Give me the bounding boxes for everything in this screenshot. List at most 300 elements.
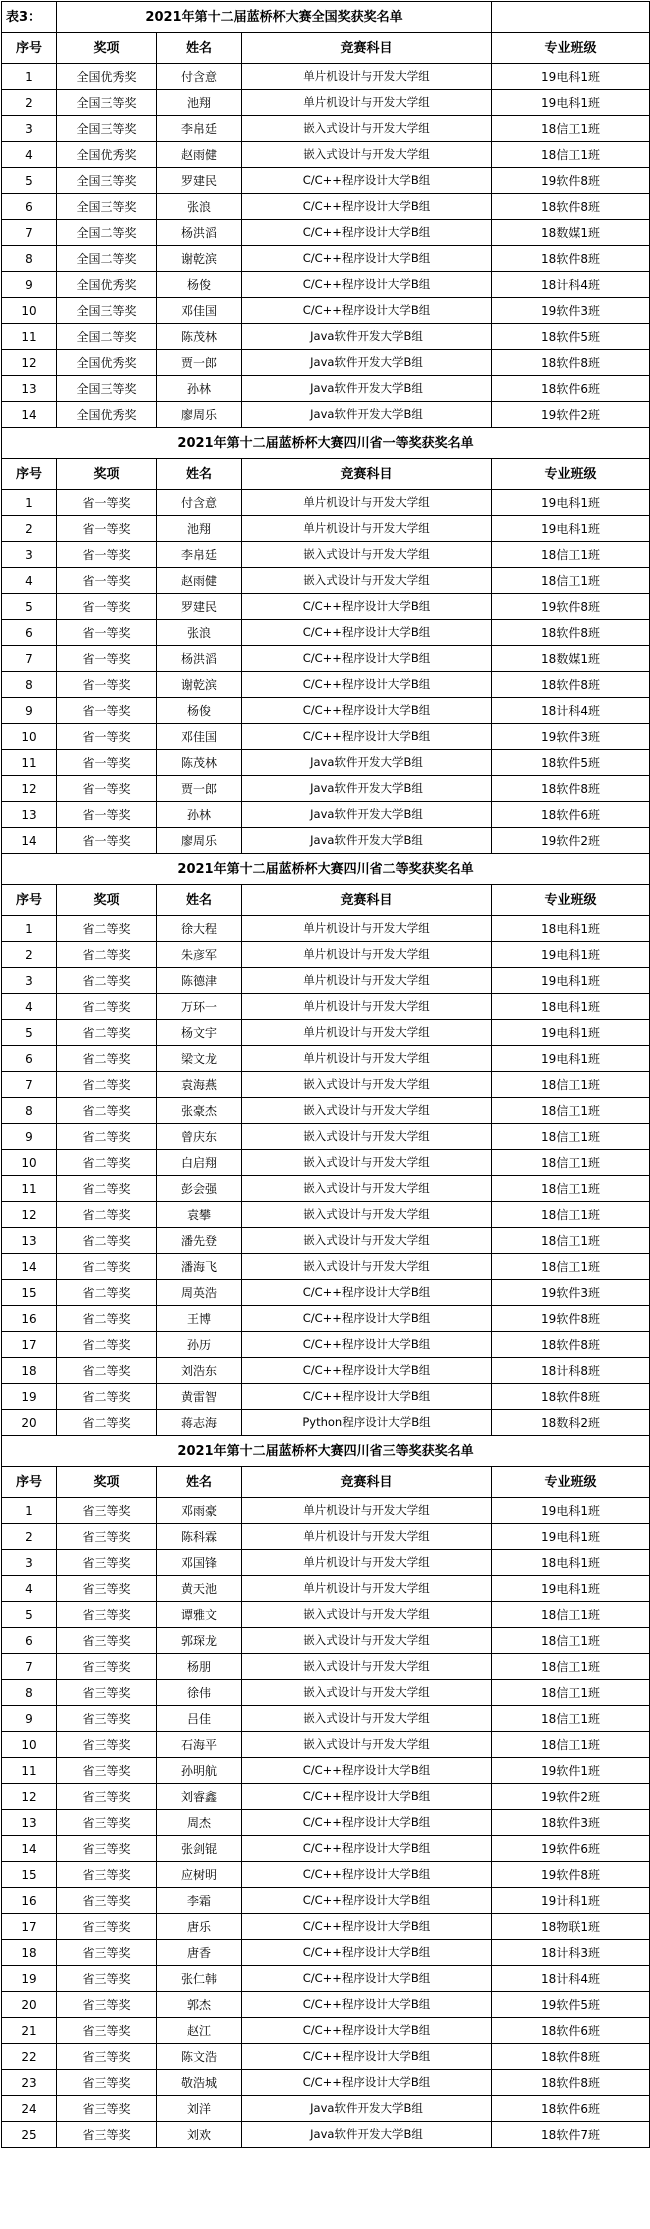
cell-class: 18软件8班 <box>492 246 650 272</box>
cell-award: 省二等奖 <box>57 1150 157 1176</box>
cell-award: 省三等奖 <box>57 1706 157 1732</box>
cell-award: 省三等奖 <box>57 2122 157 2148</box>
cell-subject: 单片机设计与开发大学组 <box>242 1550 492 1576</box>
cell-name: 杨洪滔 <box>157 220 242 246</box>
cell-class: 18信工1班 <box>492 1732 650 1758</box>
cell-no: 11 <box>2 1176 57 1202</box>
table-row <box>2 350 650 376</box>
cell-subject: 单片机设计与开发大学组 <box>242 916 492 942</box>
table-row <box>2 194 650 220</box>
cell-subject: Java软件开发大学B组 <box>242 828 492 854</box>
cell-class: 18信工1班 <box>492 568 650 594</box>
cell-subject: 嵌入式设计与开发大学组 <box>242 1680 492 1706</box>
table-row <box>2 116 650 142</box>
cell-class: 19电科1班 <box>492 1524 650 1550</box>
cell-award: 省三等奖 <box>57 1732 157 1758</box>
cell-subject: 嵌入式设计与开发大学组 <box>242 542 492 568</box>
cell-no: 1 <box>2 490 57 516</box>
cell-subject: C/C++程序设计大学B组 <box>242 1358 492 1384</box>
cell-class: 18信工1班 <box>492 1124 650 1150</box>
cell-award: 省二等奖 <box>57 1410 157 1436</box>
award-table-body <box>2 2 650 2148</box>
cell-name: 徐大程 <box>157 916 242 942</box>
cell-class: 18软件5班 <box>492 750 650 776</box>
cell-name: 陈茂林 <box>157 324 242 350</box>
cell-award: 全国优秀奖 <box>57 142 157 168</box>
table-row <box>2 1706 650 1732</box>
cell-no: 2 <box>2 90 57 116</box>
cell-class: 18软件6班 <box>492 376 650 402</box>
cell-subject: 单片机设计与开发大学组 <box>242 1020 492 1046</box>
cell-name: 孙明航 <box>157 1758 242 1784</box>
cell-class: 18数科2班 <box>492 1410 650 1436</box>
cell-name: 谭雅文 <box>157 1602 242 1628</box>
cell-no: 12 <box>2 350 57 376</box>
cell-class: 19电科1班 <box>492 64 650 90</box>
header-award: 奖项 <box>57 1467 157 1498</box>
header-award: 奖项 <box>57 885 157 916</box>
cell-name: 陈德津 <box>157 968 242 994</box>
cell-subject: 单片机设计与开发大学组 <box>242 942 492 968</box>
cell-class: 18计科4班 <box>492 1966 650 1992</box>
table-row <box>2 1654 650 1680</box>
cell-award: 省二等奖 <box>57 1280 157 1306</box>
cell-class: 18电科1班 <box>492 1550 650 1576</box>
cell-subject: 嵌入式设计与开发大学组 <box>242 568 492 594</box>
table-row <box>2 2044 650 2070</box>
table-row <box>2 1836 650 1862</box>
cell-name: 万环一 <box>157 994 242 1020</box>
cell-name: 白启翔 <box>157 1150 242 1176</box>
cell-class: 19电科1班 <box>492 942 650 968</box>
cell-award: 全国优秀奖 <box>57 402 157 428</box>
cell-no: 20 <box>2 1992 57 2018</box>
cell-subject: Java软件开发大学B组 <box>242 402 492 428</box>
cell-class: 18软件3班 <box>492 1810 650 1836</box>
cell-award: 省二等奖 <box>57 968 157 994</box>
cell-subject: C/C++程序设计大学B组 <box>242 168 492 194</box>
header-class: 专业班级 <box>492 459 650 490</box>
header-subject: 竞赛科目 <box>242 1467 492 1498</box>
cell-class: 18软件8班 <box>492 1332 650 1358</box>
cell-no: 3 <box>2 116 57 142</box>
cell-class: 18信工1班 <box>492 1602 650 1628</box>
cell-name: 潘先登 <box>157 1228 242 1254</box>
cell-name: 刘睿鑫 <box>157 1784 242 1810</box>
header-no: 序号 <box>2 885 57 916</box>
header-name: 姓名 <box>157 1467 242 1498</box>
cell-award: 全国二等奖 <box>57 246 157 272</box>
cell-no: 3 <box>2 1550 57 1576</box>
cell-class: 18信工1班 <box>492 1098 650 1124</box>
cell-subject: C/C++程序设计大学B组 <box>242 1306 492 1332</box>
cell-no: 12 <box>2 1202 57 1228</box>
cell-award: 全国优秀奖 <box>57 350 157 376</box>
table-row <box>2 220 650 246</box>
cell-name: 杨俊 <box>157 272 242 298</box>
cell-no: 6 <box>2 194 57 220</box>
cell-no: 17 <box>2 1914 57 1940</box>
cell-name: 邓佳国 <box>157 298 242 324</box>
cell-no: 11 <box>2 1758 57 1784</box>
cell-class: 18信工1班 <box>492 1228 650 1254</box>
cell-name: 潘海飞 <box>157 1254 242 1280</box>
cell-class: 19电科1班 <box>492 1498 650 1524</box>
cell-no: 7 <box>2 1654 57 1680</box>
cell-name: 邓佳国 <box>157 724 242 750</box>
cell-no: 20 <box>2 1410 57 1436</box>
table-row <box>2 1020 650 1046</box>
cell-award: 省二等奖 <box>57 1046 157 1072</box>
section-title-row <box>2 428 650 459</box>
cell-name: 贾一郎 <box>157 350 242 376</box>
cell-subject: 嵌入式设计与开发大学组 <box>242 1602 492 1628</box>
cell-subject: C/C++程序设计大学B组 <box>242 620 492 646</box>
cell-no: 14 <box>2 402 57 428</box>
cell-class: 18计科4班 <box>492 272 650 298</box>
table-row <box>2 1628 650 1654</box>
cell-no: 8 <box>2 1680 57 1706</box>
table-row <box>2 1758 650 1784</box>
cell-name: 陈科霖 <box>157 1524 242 1550</box>
cell-no: 13 <box>2 1228 57 1254</box>
cell-subject: C/C++程序设计大学B组 <box>242 1758 492 1784</box>
cell-subject: Java软件开发大学B组 <box>242 776 492 802</box>
cell-subject: C/C++程序设计大学B组 <box>242 1966 492 1992</box>
cell-class: 19软件5班 <box>492 1992 650 2018</box>
cell-no: 7 <box>2 220 57 246</box>
cell-subject: 嵌入式设计与开发大学组 <box>242 1254 492 1280</box>
cell-subject: 嵌入式设计与开发大学组 <box>242 116 492 142</box>
cell-award: 省三等奖 <box>57 1992 157 2018</box>
cell-award: 省二等奖 <box>57 942 157 968</box>
cell-subject: 嵌入式设计与开发大学组 <box>242 1150 492 1176</box>
cell-class: 19电科1班 <box>492 1046 650 1072</box>
cell-award: 省一等奖 <box>57 542 157 568</box>
cell-subject: Java软件开发大学B组 <box>242 376 492 402</box>
cell-subject: C/C++程序设计大学B组 <box>242 2018 492 2044</box>
table-row <box>2 402 650 428</box>
cell-class: 19软件2班 <box>492 1784 650 1810</box>
cell-no: 10 <box>2 298 57 324</box>
table-row <box>2 1602 650 1628</box>
header-no: 序号 <box>2 1467 57 1498</box>
cell-award: 省三等奖 <box>57 2070 157 2096</box>
cell-name: 邓国锋 <box>157 1550 242 1576</box>
cell-award: 省三等奖 <box>57 1524 157 1550</box>
cell-subject: 单片机设计与开发大学组 <box>242 64 492 90</box>
cell-name: 王博 <box>157 1306 242 1332</box>
table-row <box>2 1498 650 1524</box>
cell-name: 吕佳 <box>157 1706 242 1732</box>
section-title: 2021年第十二届蓝桥杯大赛四川省二等奖获奖名单 <box>2 854 650 885</box>
cell-award: 全国三等奖 <box>57 298 157 324</box>
table-row <box>2 1280 650 1306</box>
cell-name: 赵雨健 <box>157 568 242 594</box>
cell-name: 杨文宇 <box>157 1020 242 1046</box>
cell-name: 贾一郎 <box>157 776 242 802</box>
cell-no: 7 <box>2 1072 57 1098</box>
cell-award: 省一等奖 <box>57 802 157 828</box>
cell-award: 全国优秀奖 <box>57 64 157 90</box>
cell-no: 16 <box>2 1306 57 1332</box>
cell-class: 18软件8班 <box>492 672 650 698</box>
header-row <box>2 885 650 916</box>
cell-class: 18数媒1班 <box>492 220 650 246</box>
cell-class: 19电科1班 <box>492 1020 650 1046</box>
cell-class: 18信工1班 <box>492 1254 650 1280</box>
cell-subject: 嵌入式设计与开发大学组 <box>242 1072 492 1098</box>
cell-name: 郭杰 <box>157 1992 242 2018</box>
cell-class: 19软件3班 <box>492 298 650 324</box>
cell-award: 省二等奖 <box>57 916 157 942</box>
cell-no: 9 <box>2 698 57 724</box>
cell-no: 3 <box>2 968 57 994</box>
cell-class: 19计科1班 <box>492 1888 650 1914</box>
cell-class: 18软件6班 <box>492 2018 650 2044</box>
cell-name: 张仁韩 <box>157 1966 242 1992</box>
cell-no: 13 <box>2 1810 57 1836</box>
cell-class: 19软件8班 <box>492 594 650 620</box>
cell-name: 陈文浩 <box>157 2044 242 2070</box>
cell-class: 18物联1班 <box>492 1914 650 1940</box>
cell-class: 19电科1班 <box>492 90 650 116</box>
cell-name: 付含意 <box>157 64 242 90</box>
cell-subject: C/C++程序设计大学B组 <box>242 724 492 750</box>
cell-subject: 单片机设计与开发大学组 <box>242 90 492 116</box>
cell-class: 18软件7班 <box>492 2122 650 2148</box>
cell-name: 谢乾滨 <box>157 672 242 698</box>
cell-name: 孙历 <box>157 1332 242 1358</box>
cell-name: 廖周乐 <box>157 402 242 428</box>
cell-class: 18电科1班 <box>492 994 650 1020</box>
cell-no: 15 <box>2 1280 57 1306</box>
cell-subject: 单片机设计与开发大学组 <box>242 516 492 542</box>
cell-subject: Java软件开发大学B组 <box>242 802 492 828</box>
cell-class: 19电科1班 <box>492 516 650 542</box>
cell-subject: 嵌入式设计与开发大学组 <box>242 1176 492 1202</box>
cell-subject: 嵌入式设计与开发大学组 <box>242 142 492 168</box>
cell-subject: Java软件开发大学B组 <box>242 2096 492 2122</box>
cell-name: 袁海燕 <box>157 1072 242 1098</box>
cell-no: 10 <box>2 1732 57 1758</box>
cell-award: 省二等奖 <box>57 1202 157 1228</box>
cell-subject: C/C++程序设计大学B组 <box>242 194 492 220</box>
cell-subject: C/C++程序设计大学B组 <box>242 1280 492 1306</box>
cell-no: 16 <box>2 1888 57 1914</box>
cell-subject: Java软件开发大学B组 <box>242 2122 492 2148</box>
table-row <box>2 1680 650 1706</box>
cell-name: 池翔 <box>157 90 242 116</box>
table-row <box>2 1940 650 1966</box>
cell-class: 18软件8班 <box>492 2070 650 2096</box>
cell-name: 黄天池 <box>157 1576 242 1602</box>
cell-name: 刘洋 <box>157 2096 242 2122</box>
cell-subject: 嵌入式设计与开发大学组 <box>242 1732 492 1758</box>
cell-subject: 单片机设计与开发大学组 <box>242 1524 492 1550</box>
cell-subject: C/C++程序设计大学B组 <box>242 1810 492 1836</box>
table-row <box>2 516 650 542</box>
header-subject: 竞赛科目 <box>242 459 492 490</box>
section-title-row <box>2 1436 650 1467</box>
cell-no: 1 <box>2 1498 57 1524</box>
table-row <box>2 1072 650 1098</box>
cell-award: 全国二等奖 <box>57 324 157 350</box>
cell-subject: C/C++程序设计大学B组 <box>242 1332 492 1358</box>
cell-subject: C/C++程序设计大学B组 <box>242 646 492 672</box>
cell-award: 省三等奖 <box>57 2044 157 2070</box>
cell-no: 6 <box>2 620 57 646</box>
cell-class: 18计科8班 <box>492 1358 650 1384</box>
cell-award: 省三等奖 <box>57 2018 157 2044</box>
cell-no: 12 <box>2 776 57 802</box>
cell-name: 张剑锟 <box>157 1836 242 1862</box>
cell-class: 18信工1班 <box>492 1150 650 1176</box>
section-title: 2021年第十二届蓝桥杯大赛四川省一等奖获奖名单 <box>2 428 650 459</box>
cell-class: 18软件6班 <box>492 2096 650 2122</box>
cell-class: 18软件8班 <box>492 194 650 220</box>
cell-name: 唐香 <box>157 1940 242 1966</box>
cell-class: 19软件2班 <box>492 402 650 428</box>
header-no: 序号 <box>2 459 57 490</box>
cell-no: 5 <box>2 168 57 194</box>
table-row <box>2 2096 650 2122</box>
award-table <box>1 1 650 2148</box>
table-row <box>2 1098 650 1124</box>
cell-no: 9 <box>2 1124 57 1150</box>
cell-no: 17 <box>2 1332 57 1358</box>
cell-name: 付含意 <box>157 490 242 516</box>
cell-no: 14 <box>2 828 57 854</box>
cell-class: 19电科1班 <box>492 1576 650 1602</box>
table-row <box>2 1384 650 1410</box>
table-row <box>2 620 650 646</box>
cell-no: 3 <box>2 542 57 568</box>
cell-award: 省三等奖 <box>57 1862 157 1888</box>
header-class: 专业班级 <box>492 1467 650 1498</box>
table-label: 表3： <box>2 2 57 33</box>
cell-subject: C/C++程序设计大学B组 <box>242 1836 492 1862</box>
cell-award: 全国三等奖 <box>57 116 157 142</box>
cell-award: 省一等奖 <box>57 698 157 724</box>
cell-subject: C/C++程序设计大学B组 <box>242 272 492 298</box>
cell-no: 24 <box>2 2096 57 2122</box>
table-row <box>2 724 650 750</box>
cell-subject: Java软件开发大学B组 <box>242 750 492 776</box>
table-row <box>2 968 650 994</box>
cell-no: 8 <box>2 246 57 272</box>
cell-class: 18软件8班 <box>492 1384 650 1410</box>
cell-name: 刘欢 <box>157 2122 242 2148</box>
cell-class: 19软件8班 <box>492 1306 650 1332</box>
cell-award: 省三等奖 <box>57 1654 157 1680</box>
cell-class: 19软件8班 <box>492 168 650 194</box>
cell-no: 21 <box>2 2018 57 2044</box>
table-row <box>2 64 650 90</box>
cell-class: 18软件8班 <box>492 350 650 376</box>
cell-award: 全国三等奖 <box>57 90 157 116</box>
cell-name: 李霜 <box>157 1888 242 1914</box>
cell-name: 张豪杰 <box>157 1098 242 1124</box>
cell-class: 18软件8班 <box>492 776 650 802</box>
cell-award: 全国三等奖 <box>57 194 157 220</box>
cell-no: 8 <box>2 1098 57 1124</box>
table-row <box>2 1992 650 2018</box>
cell-name: 陈茂林 <box>157 750 242 776</box>
cell-award: 省二等奖 <box>57 1254 157 1280</box>
cell-name: 赵江 <box>157 2018 242 2044</box>
table-row <box>2 90 650 116</box>
cell-no: 14 <box>2 1254 57 1280</box>
cell-subject: C/C++程序设计大学B组 <box>242 1384 492 1410</box>
cell-award: 省三等奖 <box>57 1888 157 1914</box>
cell-subject: C/C++程序设计大学B组 <box>242 698 492 724</box>
header-subject: 竞赛科目 <box>242 33 492 64</box>
cell-no: 23 <box>2 2070 57 2096</box>
cell-award: 全国优秀奖 <box>57 272 157 298</box>
table-row <box>2 1966 650 1992</box>
cell-award: 省一等奖 <box>57 672 157 698</box>
cell-award: 省三等奖 <box>57 1940 157 1966</box>
cell-award: 全国二等奖 <box>57 220 157 246</box>
cell-award: 省三等奖 <box>57 1550 157 1576</box>
cell-name: 孙林 <box>157 802 242 828</box>
table-row <box>2 942 650 968</box>
table-row <box>2 246 650 272</box>
cell-no: 1 <box>2 64 57 90</box>
cell-award: 省一等奖 <box>57 724 157 750</box>
table-row <box>2 1228 650 1254</box>
cell-award: 省三等奖 <box>57 1966 157 1992</box>
cell-award: 省一等奖 <box>57 646 157 672</box>
cell-no: 4 <box>2 1576 57 1602</box>
section-title: 2021年第十二届蓝桥杯大赛四川省三等奖获奖名单 <box>2 1436 650 1467</box>
cell-name: 杨洪滔 <box>157 646 242 672</box>
cell-no: 2 <box>2 1524 57 1550</box>
cell-name: 敬浩城 <box>157 2070 242 2096</box>
cell-no: 5 <box>2 1602 57 1628</box>
cell-award: 全国三等奖 <box>57 168 157 194</box>
cell-award: 省二等奖 <box>57 1124 157 1150</box>
cell-award: 省三等奖 <box>57 1602 157 1628</box>
cell-subject: C/C++程序设计大学B组 <box>242 2070 492 2096</box>
cell-name: 张浪 <box>157 194 242 220</box>
cell-no: 19 <box>2 1966 57 1992</box>
cell-subject: 单片机设计与开发大学组 <box>242 968 492 994</box>
cell-class: 19软件3班 <box>492 1280 650 1306</box>
cell-name: 石海平 <box>157 1732 242 1758</box>
cell-subject: C/C++程序设计大学B组 <box>242 1888 492 1914</box>
cell-no: 10 <box>2 724 57 750</box>
cell-name: 李帛廷 <box>157 542 242 568</box>
cell-class: 18信工1班 <box>492 142 650 168</box>
cell-class: 18软件6班 <box>492 802 650 828</box>
table-row <box>2 646 650 672</box>
table-row <box>2 802 650 828</box>
section-title: 2021年第十二届蓝桥杯大赛全国奖获奖名单 <box>57 2 492 33</box>
table-row <box>2 2070 650 2096</box>
cell-class: 18信工1班 <box>492 1202 650 1228</box>
table-row <box>2 1576 650 1602</box>
table-row <box>2 828 650 854</box>
cell-award: 省三等奖 <box>57 1628 157 1654</box>
cell-no: 4 <box>2 568 57 594</box>
cell-award: 省一等奖 <box>57 516 157 542</box>
cell-class: 19软件6班 <box>492 1836 650 1862</box>
cell-no: 15 <box>2 1862 57 1888</box>
cell-name: 周英浩 <box>157 1280 242 1306</box>
table-row <box>2 1524 650 1550</box>
